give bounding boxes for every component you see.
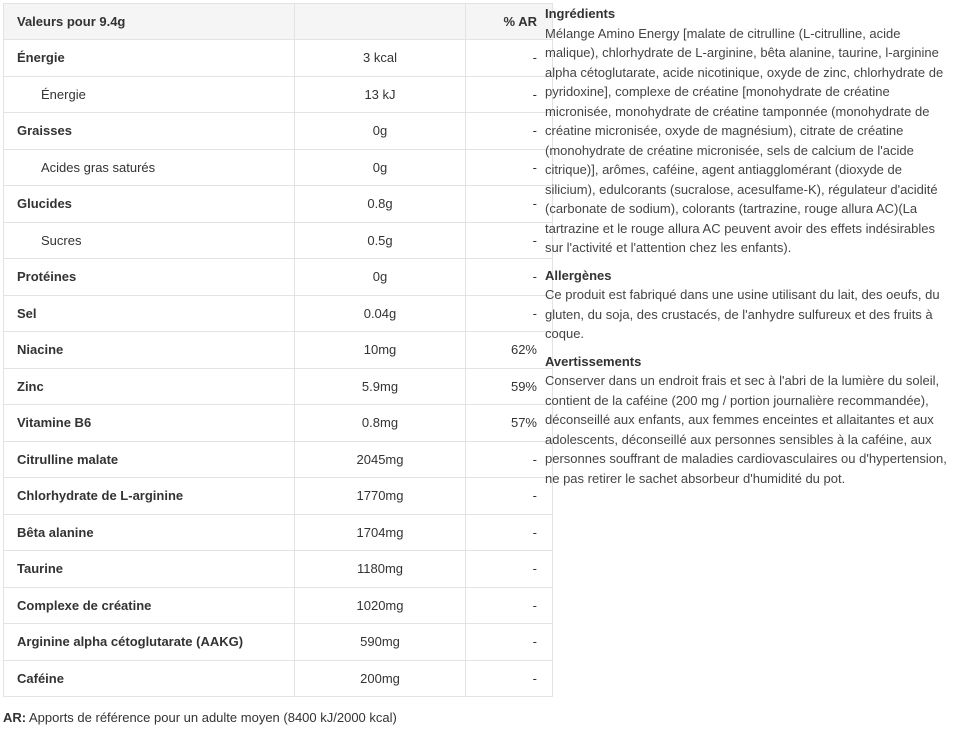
nutrient-value: 0g	[295, 259, 466, 296]
nutrition-table-container	[3, 3, 537, 697]
nutrient-name: Graisses	[4, 113, 295, 150]
nutrient-value: 0g	[295, 149, 466, 186]
nutrient-name: Énergie	[4, 40, 295, 77]
table-row	[4, 222, 553, 259]
nutrient-ar-percent: -	[466, 113, 553, 150]
header-ar-label: % AR	[466, 4, 553, 40]
warnings-section	[545, 352, 950, 489]
nutrient-name: Sucres	[4, 222, 295, 259]
nutrition-table-body	[4, 40, 553, 697]
footnote-label: AR:	[3, 710, 27, 725]
warnings-title: Avertissements	[545, 353, 642, 369]
table-row	[4, 478, 553, 515]
table-row	[4, 332, 553, 369]
table-row	[4, 186, 553, 223]
nutrient-ar-percent: 59%	[466, 368, 553, 405]
nutrient-name: Sel	[4, 295, 295, 332]
ingredients-title: Ingrédients	[545, 6, 616, 21]
ingredients-section	[545, 4, 950, 258]
table-row	[4, 259, 553, 296]
nutrient-name: Bêta alanine	[4, 514, 295, 551]
nutrient-name: Citrulline malate	[4, 441, 295, 478]
nutrient-value: 0.8mg	[295, 405, 466, 442]
nutrient-ar-percent: 57%	[466, 405, 553, 442]
table-row	[4, 551, 553, 588]
table-row	[4, 295, 553, 332]
nutrient-ar-percent: -	[466, 149, 553, 186]
table-row	[4, 149, 553, 186]
nutrient-name: Zinc	[4, 368, 295, 405]
ar-footnote	[3, 710, 397, 725]
footnote-text: Apports de référence pour un adulte moyen (8400 kJ/2000 kcal)	[26, 710, 397, 725]
product-info-panel	[545, 4, 950, 496]
nutrient-value: 1020mg	[295, 587, 466, 624]
nutrition-table	[3, 3, 553, 697]
nutrient-ar-percent: -	[466, 222, 553, 259]
nutrient-ar-percent: -	[466, 587, 553, 624]
table-row	[4, 660, 553, 697]
nutrient-name: Complexe de créatine	[4, 587, 295, 624]
nutrient-value: 3 kcal	[295, 40, 466, 77]
allergens-title: Allergènes	[545, 267, 612, 283]
table-row	[4, 368, 553, 405]
nutrient-ar-percent: -	[466, 660, 553, 697]
allergens-text: Ce produit est fabriqué dans une usine utilisant du lait, des oeufs, du gluten, du soja, des crustacés, de l'anhydre sulfureux et des fruits à coque.	[545, 287, 940, 341]
nutrient-name: Caféine	[4, 660, 295, 697]
nutrient-name: Glucides	[4, 186, 295, 223]
table-row	[4, 624, 553, 661]
nutrient-ar-percent: -	[466, 551, 553, 588]
allergens-section	[545, 266, 950, 344]
nutrient-value: 5.9mg	[295, 368, 466, 405]
nutrient-name: Chlorhydrate de L-arginine	[4, 478, 295, 515]
nutrient-name: Taurine	[4, 551, 295, 588]
table-row	[4, 514, 553, 551]
nutrient-ar-percent: -	[466, 259, 553, 296]
nutrient-ar-percent: -	[466, 478, 553, 515]
nutrient-value: 200mg	[295, 660, 466, 697]
nutrient-value: 0.04g	[295, 295, 466, 332]
nutrient-value: 0.5g	[295, 222, 466, 259]
nutrient-name: Énergie	[4, 76, 295, 113]
table-row	[4, 76, 553, 113]
ingredients-text: Mélange Amino Energy [malate de citrulline (L-citrulline, acide malique), chlorhydrate de L-arginine, bêta alanine, taurine, l-arginine alpha cétoglutarate, acide nicotinique, oxyde de zinc, chlorhydrate de pyridoxine], complexe de créatine [monohydrate de créatine micronisée, monohydrate de créatine tamponnée (monohydrate de créatine micronisée, oxyde de magnésium), citrate de créatine (monohydrate de créatine micronisée, sels de calcium de l'acide citrique)], arômes, caféine, agent antiagglomérant (dioxyde de silicium), edulcorants (sucralose, acesulfame-K), régulateur d'acidité (carbonate de sodium), colorants (tartrazine, rouge allura AC)(La tartrazine et le rouge allura AC peuvent avoir des effets indésirables sur l'activité et l'attention chez les enfants).	[545, 25, 944, 255]
nutrient-ar-percent: -	[466, 514, 553, 551]
nutrient-value: 1770mg	[295, 478, 466, 515]
nutrient-ar-percent: -	[466, 441, 553, 478]
nutrient-value: 0g	[295, 113, 466, 150]
nutrient-value: 590mg	[295, 624, 466, 661]
table-row	[4, 441, 553, 478]
nutrient-ar-percent: -	[466, 76, 553, 113]
nutrient-value: 13 kJ	[295, 76, 466, 113]
nutrient-name: Vitamine B6	[4, 405, 295, 442]
table-row	[4, 405, 553, 442]
warnings-text: Conserver dans un endroit frais et sec à l'abri de la lumière du soleil, contient de la caféine (200 mg / portion journalière recommandée), déconseillé aux enfants, aux femmes enceintes et allaitantes et aux adolescents, déconseillé aux personnes sensibles à la caféine, aux personnes souffrant de maladies cardiovasculaires ou d'hypertension, ne pas retirer le sachet absorbeur d'humidité du pot.	[545, 373, 947, 486]
nutrient-value: 1704mg	[295, 514, 466, 551]
nutrient-name: Protéines	[4, 259, 295, 296]
header-serving-label: Valeurs pour 9.4g	[4, 4, 295, 40]
nutrient-name: Niacine	[4, 332, 295, 369]
table-row	[4, 40, 553, 77]
nutrition-table-header	[4, 4, 553, 40]
nutrient-value: 10mg	[295, 332, 466, 369]
nutrient-value: 1180mg	[295, 551, 466, 588]
nutrient-value: 0.8g	[295, 186, 466, 223]
nutrient-ar-percent: -	[466, 295, 553, 332]
nutrient-ar-percent: -	[466, 40, 553, 77]
table-row	[4, 113, 553, 150]
nutrient-ar-percent: -	[466, 186, 553, 223]
nutrient-value: 2045mg	[295, 441, 466, 478]
nutrient-name: Acides gras saturés	[4, 149, 295, 186]
table-row	[4, 587, 553, 624]
nutrient-ar-percent: -	[466, 624, 553, 661]
header-value-label	[295, 4, 466, 40]
nutrient-ar-percent: 62%	[466, 332, 553, 369]
nutrient-name: Arginine alpha cétoglutarate (AAKG)	[4, 624, 295, 661]
